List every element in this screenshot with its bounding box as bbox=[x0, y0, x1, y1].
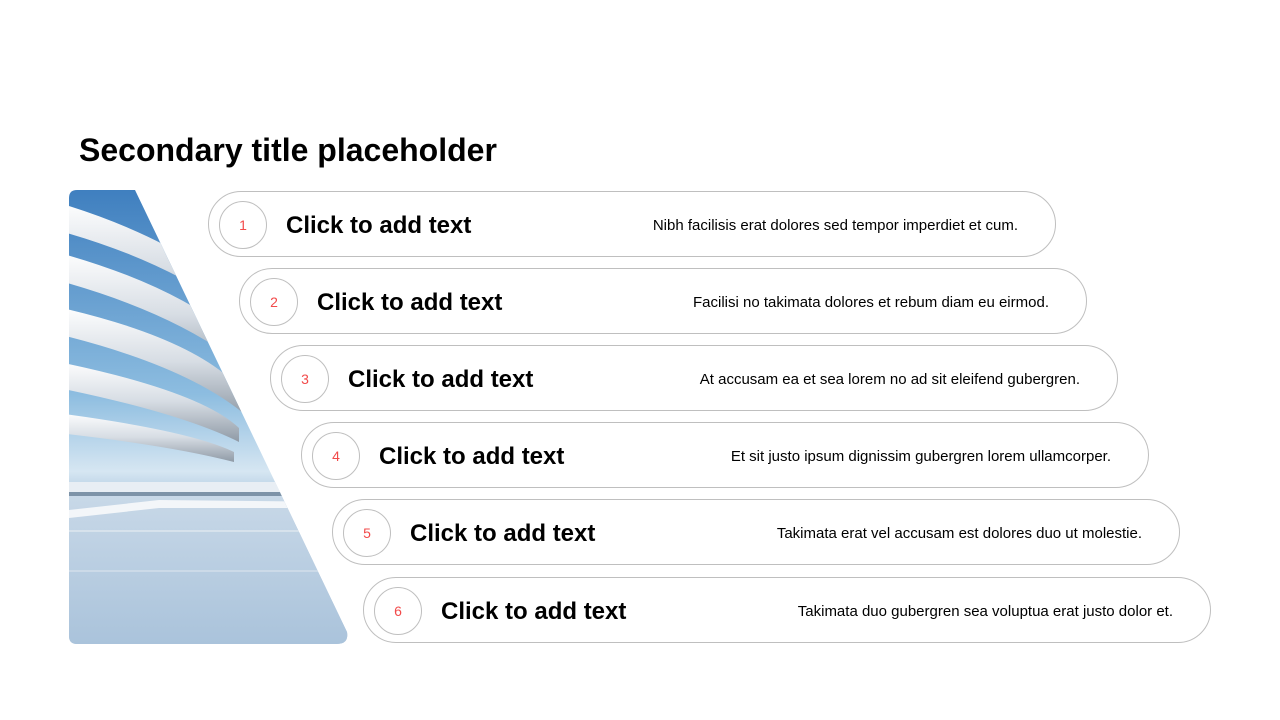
item-description[interactable]: Nibh facilisis erat dolores sed tempor imperdiet et cum. bbox=[652, 217, 1018, 234]
item-description[interactable]: Takimata duo gubergren sea voluptua erat justo dolor et. bbox=[797, 603, 1173, 620]
list-item bbox=[270, 345, 1118, 411]
step-number-badge: 4 bbox=[312, 432, 360, 480]
page-title[interactable]: Secondary title placeholder bbox=[79, 132, 497, 168]
architecture-photo bbox=[69, 190, 348, 644]
list-item bbox=[301, 422, 1149, 488]
step-number-badge: 6 bbox=[374, 587, 422, 635]
item-title[interactable]: Click to add text bbox=[441, 598, 627, 625]
list-item bbox=[363, 577, 1211, 643]
item-title[interactable]: Click to add text bbox=[410, 520, 596, 547]
step-number-badge: 1 bbox=[219, 201, 267, 249]
list-item bbox=[208, 191, 1056, 257]
step-number-badge: 3 bbox=[281, 355, 329, 403]
step-number-badge: 2 bbox=[250, 278, 298, 326]
list-item bbox=[332, 499, 1180, 565]
step-number-badge: 5 bbox=[343, 509, 391, 557]
item-title[interactable]: Click to add text bbox=[379, 443, 565, 470]
item-description[interactable]: Takimata erat vel accusam est dolores duo ut molestie. bbox=[776, 525, 1142, 542]
item-title[interactable]: Click to add text bbox=[286, 212, 472, 239]
item-title[interactable]: Click to add text bbox=[348, 366, 534, 393]
item-description[interactable]: Facilisi no takimata dolores et rebum diam eu eirmod. bbox=[693, 294, 1049, 311]
list-item bbox=[239, 268, 1087, 334]
item-title[interactable]: Click to add text bbox=[317, 289, 503, 316]
item-description[interactable]: Et sit justo ipsum dignissim gubergren lorem ullamcorper. bbox=[730, 448, 1111, 465]
item-description[interactable]: At accusam ea et sea lorem no ad sit eleifend gubergren. bbox=[699, 371, 1080, 388]
